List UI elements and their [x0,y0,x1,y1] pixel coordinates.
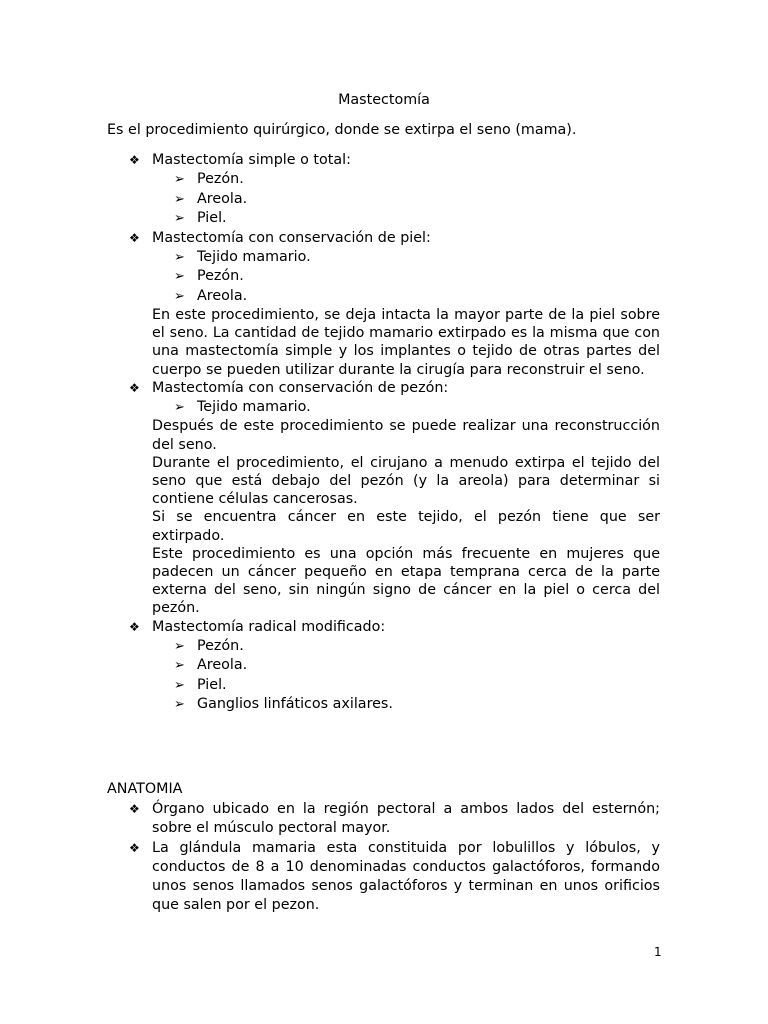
section-paragraph: Después de este procedimiento se puede realizar una reconstrucción del seno. [152,418,660,453]
list-item-text: Tejido mamario. [197,248,311,265]
list-item [107,209,660,229]
list-item [107,695,660,715]
anatomy-heading: ANATOMIA [107,781,183,797]
arrow-bullet-icon: ➢ [174,697,185,713]
anatomy-item-text: La glándula mamaria esta constituida por lobulillos y lóbulos, y conductos de 8 a 10 denominadas conductos galactóforos, formando unos senos llamados senos galactóforos y terminan en unos orificios que salen por el pezon. [152,839,660,914]
list-item [107,398,660,418]
section-heading [107,379,660,398]
section-heading-text: Mastectomía con conservación de pezón: [152,379,449,396]
list-item-text: Areola. [197,657,248,674]
diamond-bullet-icon: ❖ [129,153,140,167]
section-paragraph: Durante el procedimiento, el cirujano a menudo extirpa el tejido del seno que está debajo del pezón (y la areola) para determinar si contiene células cancerosas. [152,454,660,508]
list-item-text: Pezón. [197,268,244,284]
section-paragraph: Si se encuentra cáncer en este tejido, el pezón tiene que ser extirpado. [152,509,660,544]
arrow-bullet-icon: ➢ [174,269,185,284]
list-item-text: Piel. [197,676,227,693]
section-heading [107,229,660,248]
section-heading-text: Mastectomía radical modificado: [152,618,386,635]
list-item [107,248,660,268]
page-number: 1 [654,945,662,959]
arrow-bullet-icon: ➢ [174,172,185,187]
intro-paragraph: Es el procedimiento quirúrgico, donde se extirpa el seno (mama). [107,122,577,138]
section-heading [107,151,660,170]
diamond-bullet-icon: ❖ [129,840,140,855]
arrow-bullet-icon: ➢ [174,249,185,265]
list-item-text: Pezón. [197,637,244,654]
diamond-bullet-icon: ❖ [129,619,140,634]
arrow-bullet-icon: ➢ [174,399,185,415]
arrow-bullet-icon: ➢ [174,658,185,674]
arrow-bullet-icon: ➢ [174,677,185,693]
list-item [107,170,660,190]
list-item-text: Pezón. [197,171,244,187]
list-item-text: Areola. [197,190,248,207]
anatomy-item [107,800,660,839]
list-item-text: Tejido mamario. [197,398,311,415]
list-item [107,267,660,287]
list-item-text: Areola. [197,287,248,304]
anatomy-item-text: Órgano ubicado en la región pectoral a ambos lados del esternón; sobre el músculo pectoral mayor. [152,801,660,837]
anatomy-list [107,800,660,916]
list-item [107,287,660,307]
arrow-bullet-icon: ➢ [174,288,185,304]
anatomy-item [107,839,660,916]
diamond-bullet-icon: ❖ [129,380,140,395]
list-item-text: Piel. [197,210,227,226]
document-title: Mastectomía [338,92,430,108]
list-item [107,676,660,696]
section-heading-text: Mastectomía simple o total: [152,152,351,168]
diamond-bullet-icon: ❖ [129,802,140,816]
arrow-bullet-icon: ➢ [174,638,185,654]
list-item [107,656,660,676]
section-heading-text: Mastectomía con conservación de piel: [152,229,431,246]
mastectomy-types-list [107,151,660,715]
list-item-text: Ganglios linfáticos axilares. [197,696,393,713]
diamond-bullet-icon: ❖ [129,230,140,245]
section-heading [107,618,660,637]
section-paragraph: En este procedimiento, se deja intacta la mayor parte de la piel sobre el seno. La cantidad de tejido mamario extirpado es la misma que con una mastectomía simple y los implantes o tejido de otras partes del cuerpo se pueden utilizar durante la cirugía para reconstruir el seno. [152,307,660,378]
list-item [107,637,660,657]
arrow-bullet-icon: ➢ [174,191,185,207]
list-item [107,190,660,210]
section-paragraph: Este procedimiento es una opción más frecuente en mujeres que padecen un cáncer pequeño en etapa temprana cerca de la parte externa del seno, sin ningún signo de cáncer en la piel o cerca del pezón. [152,545,660,617]
arrow-bullet-icon: ➢ [174,211,185,226]
